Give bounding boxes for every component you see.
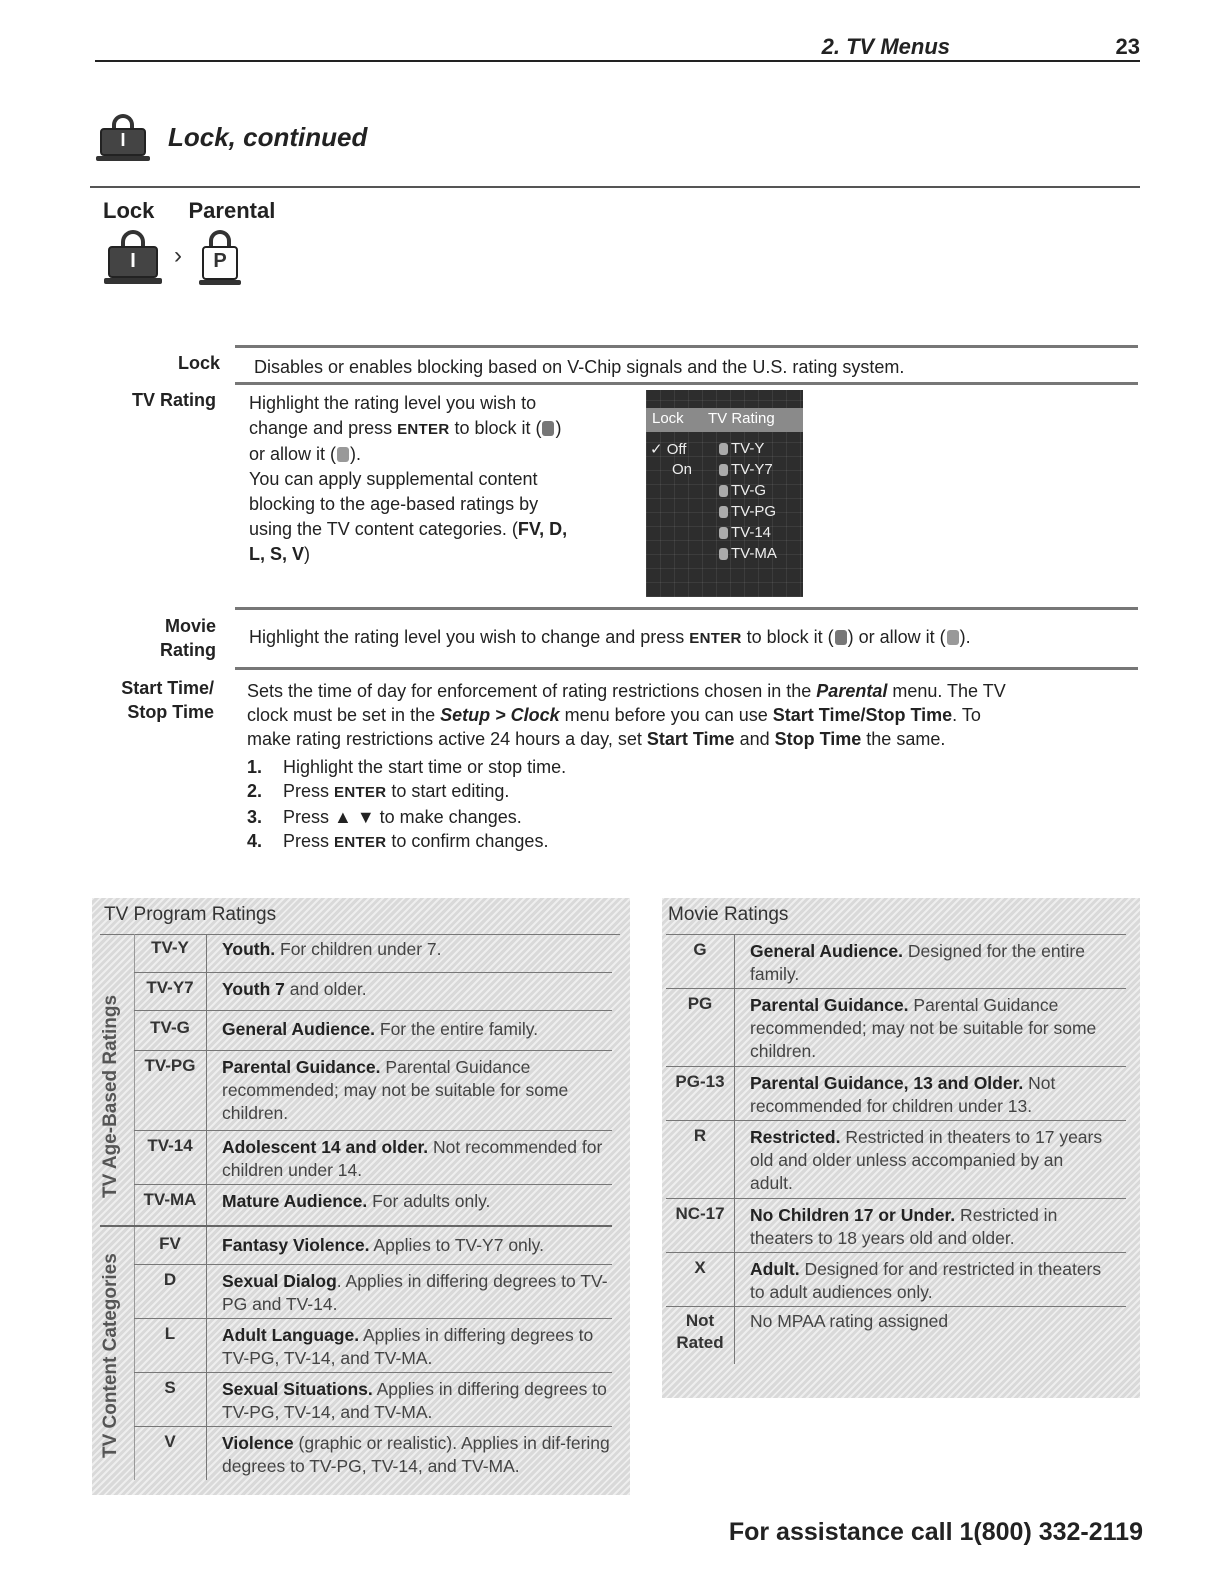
table-title: TV Program Ratings (104, 904, 277, 925)
row-label-movie-rating: Movie Rating (160, 616, 216, 660)
menu-path-lock: Lock (103, 198, 155, 223)
row-label-tv-rating: TV Rating (132, 390, 216, 410)
content-categories-label: TV Content Categories (100, 1253, 121, 1458)
divider (235, 382, 1138, 385)
lock-icon: I (92, 112, 154, 162)
tv-rating-menu-screen: Lock TV Rating ✓ Off On TV-Y TV-Y7 TV-G TV-PG TV-14 TV-MA (646, 390, 803, 597)
table-title: Movie Ratings (668, 904, 789, 925)
assistance-footer: For assistance call 1(800) 332-2119 (728, 1518, 1143, 1546)
movie-rating-description: Highlight the rating level you wish to change and press ENTER to block it ( ) or allow it ( ). (249, 627, 971, 647)
age-based-label: TV Age-Based Ratings (100, 994, 121, 1198)
unlocked-icon (947, 630, 959, 645)
menu-option-off: ✓ Off (650, 441, 687, 458)
menu-path-icons (102, 228, 262, 288)
menu-path (103, 198, 303, 224)
menu-path-parental: Parental (188, 198, 276, 223)
chapter-title: 2. TV Menus (821, 34, 950, 59)
page-number: 23 (1115, 34, 1140, 59)
parental-lock-icon: P (198, 228, 244, 286)
page-header (95, 32, 1140, 62)
row-label-lock: Lock (177, 353, 220, 373)
menu-rating-item: TV-Y (718, 440, 764, 457)
menu-rating-item: TV-G (718, 482, 766, 499)
locked-icon (835, 630, 847, 645)
row-label-start-stop: Start Time/ Stop Time (121, 678, 214, 722)
lock-description: Disables or enables blocking based on V-Chip signals and the U.S. rating system. (254, 357, 905, 377)
section-heading (92, 112, 368, 162)
menu-option-on: On (672, 461, 693, 478)
section-title: Lock, continued (168, 122, 368, 152)
title-divider (90, 186, 1140, 188)
divider (235, 667, 1138, 670)
step-item: 1. Highlight the start time or stop time. (247, 757, 567, 777)
lock-icon: I (102, 228, 164, 286)
menu-rating-item: TV-MA (718, 545, 777, 562)
start-stop-description: Sets the time of day for enforcement of rating restrictions chosen in the Parental menu. The TV clock must be set in the Setup > Clock menu before you can use Start Time/Stop Time. To make rating restrictions active 24 hours a day, set Start Time and Stop Time the same. 1. Highlight the start time or stop time. 2. Press ENTER to start editing. 3. Press ▲ ▼ to make changes. 4. Press ENTER to confirm changes. (247, 679, 1127, 855)
divider (235, 345, 1138, 348)
divider (235, 607, 1138, 610)
menu-rating-item: TV-Y7 (718, 461, 773, 478)
movie-ratings-table: Movie Ratings G General Audience. Designed for the entire family. PG Parental Guidance. Parental Guidance recommended; may not be suitable for some children. PG-13 Parental Guidance, 13 and Older. Not recommended for children under 13. R Restricted. Restricted in theaters to 17 years old and older unless accompanied by an adult. NC-17 No Children 17 or Under. Restricted in theaters to 18 years old and older. X Adult. Designed for and restricted in theaters to adult audiences only. Not Rated No MPAA rating assigned (662, 898, 1140, 1398)
tv-program-ratings-table: TV Program Ratings TV Age-Based Ratings TV Content Categories TV-Y Youth. For children under 7. TV-Y7 Youth 7 and older. TV-G General Audience. For the entire family. TV-PG Parental Guidance. Parental Guidance recommended; may not be suitable for some children. TV-14 Adolescent 14 and older. Not recommended for children under 14. TV-MA Mature Audience. For adults only. FV Fantasy Violence. Applies to TV-Y7 only. D Sexual Dialog. Applies in differing degrees to TV-PG and TV-14. L Adult Language. Applies in differing degrees to TV-PG, TV-14, and TV-MA. S Sexual Situations. Applies in differing degrees to TV-PG, TV-14, and TV-MA. V Violence (graphic or realistic). Applies in dif-fering degrees to TV-PG, TV-14, and TV-MA. (92, 898, 630, 1495)
unlocked-icon (337, 447, 349, 462)
menu-rating-item: TV-14 (718, 524, 771, 541)
menu-rating-item: TV-PG (718, 503, 776, 520)
tv-rating-description: Highlight the rating level you wish to change and press ENTER to block it ( ) or allow it ( ). You can apply supplemental content blocking to the age-based ratings by using the TV content categories. (FV, D, L, S, V) (249, 393, 568, 564)
step-item: 3. Press ▲ ▼ to make changes. (247, 807, 522, 827)
locked-icon (542, 421, 554, 436)
chevron-right-icon: › (174, 242, 182, 269)
step-item: 4. Press ENTER to confirm changes. (247, 831, 549, 851)
step-item: 2. Press ENTER to start editing. (247, 781, 510, 801)
